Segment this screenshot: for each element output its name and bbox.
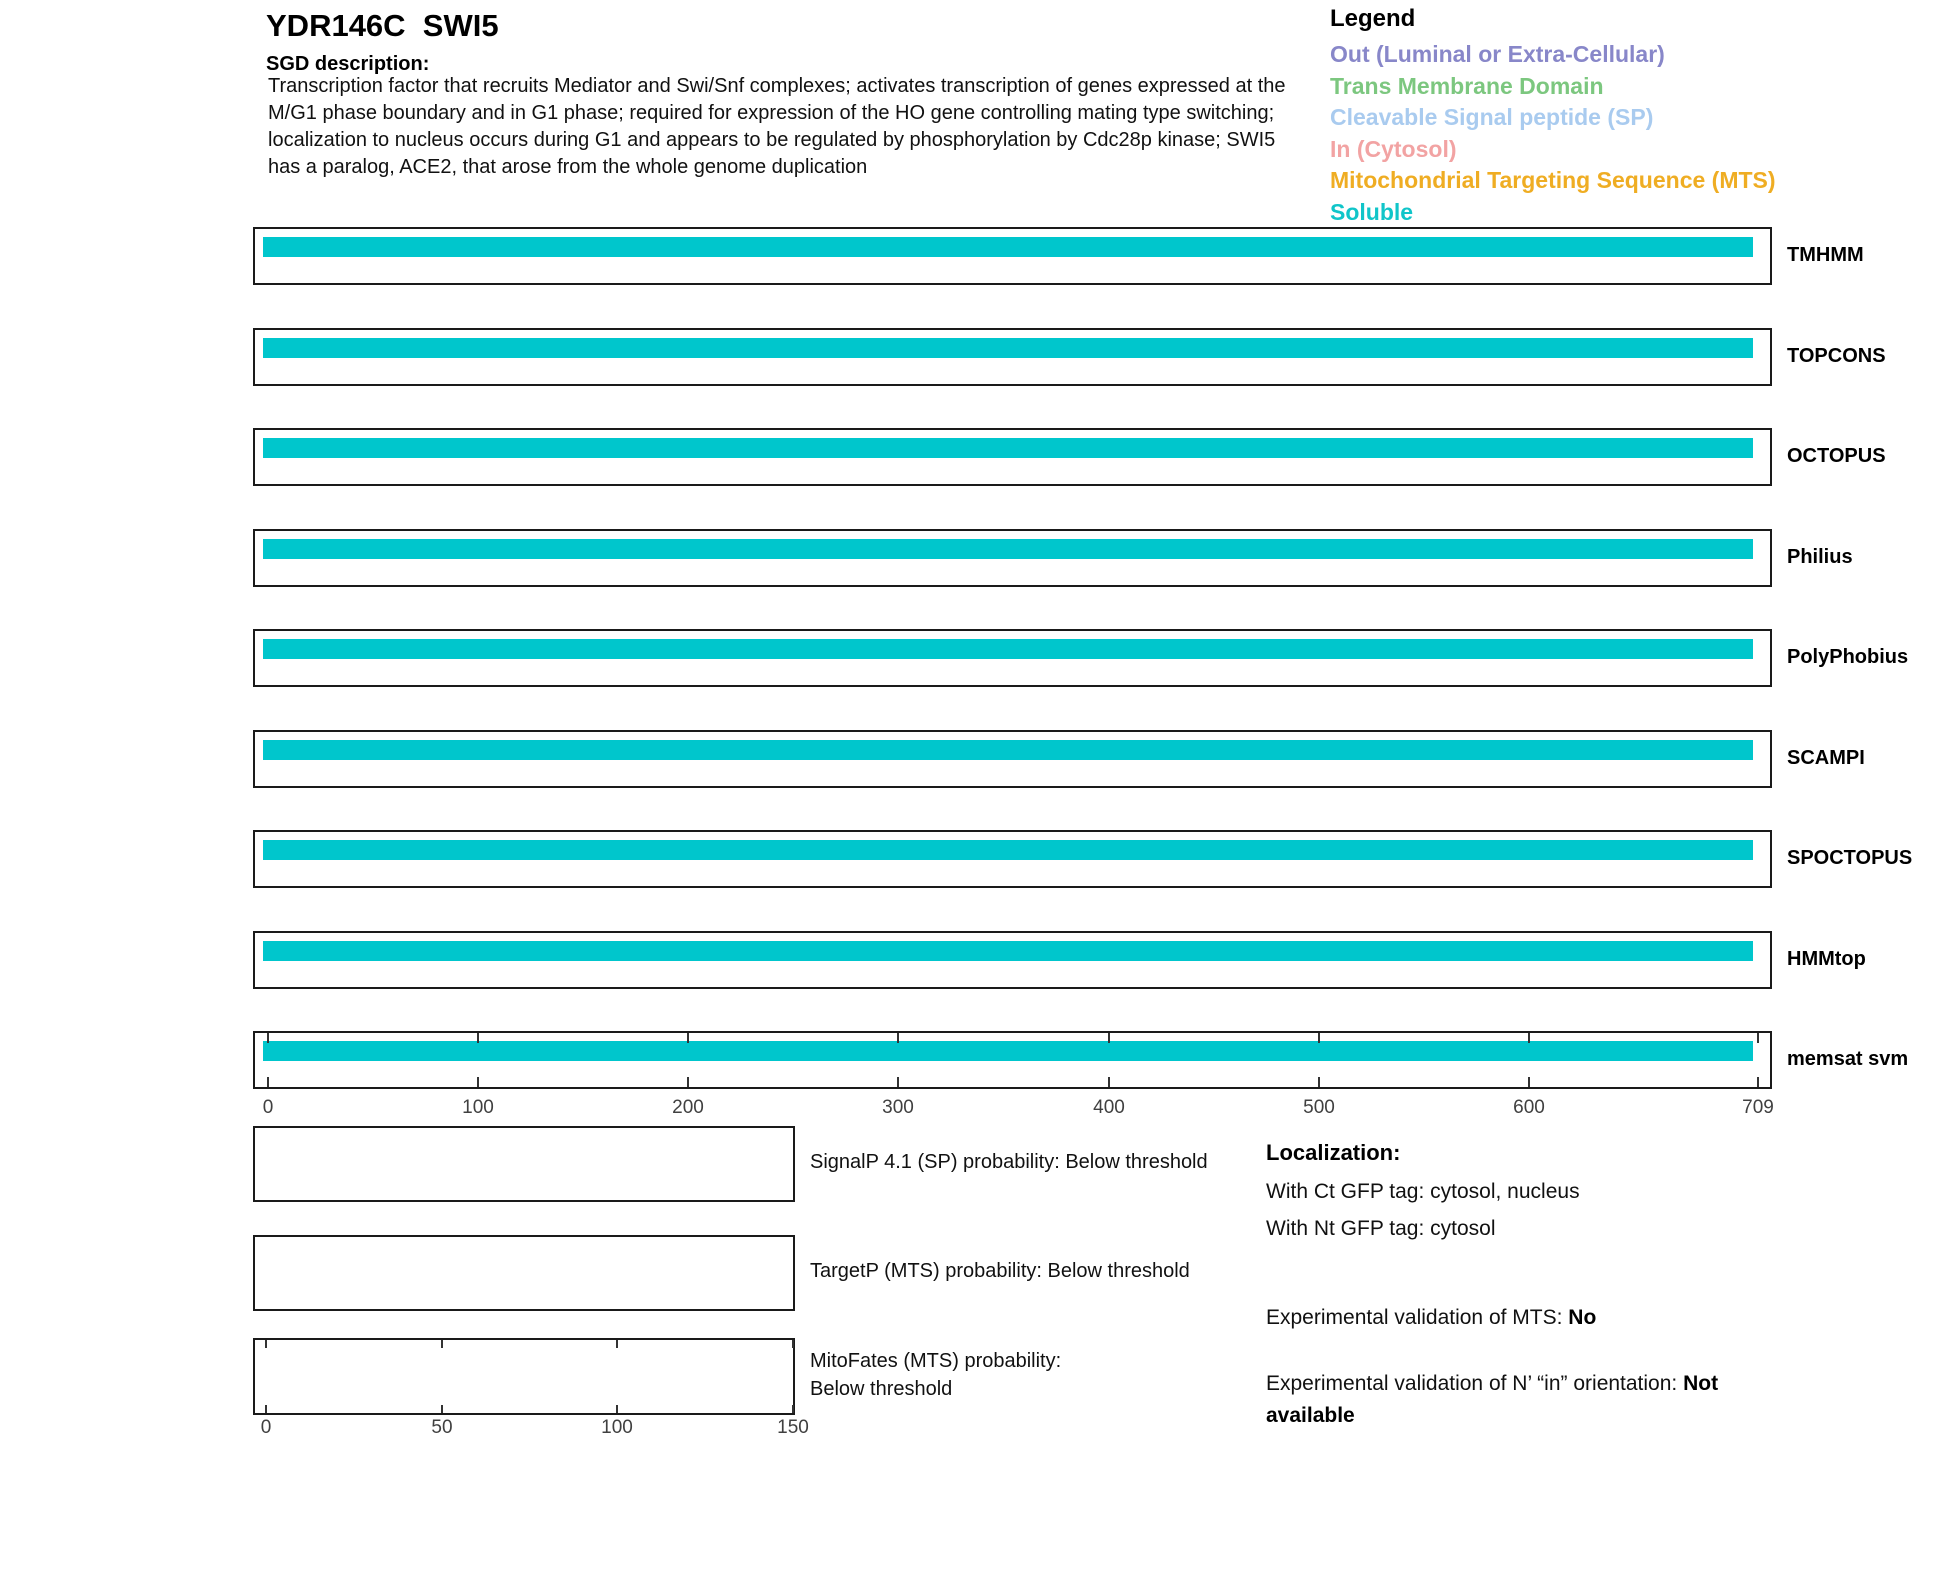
track-box-scampi (253, 730, 1772, 788)
axis-tick (267, 1077, 269, 1087)
legend-entry-4: In (Cytosol) (1330, 135, 1457, 162)
probability-plot-box-3 (253, 1338, 795, 1415)
axis-tick (897, 1077, 899, 1087)
axis-tick (265, 1405, 267, 1413)
axis-tick (1108, 1033, 1110, 1043)
axis-tick (265, 1340, 267, 1348)
legend-title: Legend (1330, 5, 1416, 32)
x-axis-tick-label: 400 (1093, 1097, 1125, 1118)
prediction-bar-soluble (263, 539, 1753, 559)
mts-validation-line (1266, 1302, 1766, 1334)
prediction-bar-soluble (263, 338, 1753, 358)
probability-plot-label-1: SignalP 4.1 (SP) probability: Below threshold (810, 1151, 1208, 1173)
track-box-polyphobius (253, 629, 1772, 687)
x-axis-tick-label: 709 (1742, 1097, 1774, 1118)
track-label-tmhmm: TMHMM (1787, 244, 1864, 266)
prediction-bar-soluble (263, 740, 1753, 760)
track-box-hmmtop (253, 931, 1772, 989)
track-box-philius (253, 529, 1772, 587)
axis-tick (1757, 1077, 1759, 1087)
probability-plot-box-2 (253, 1235, 795, 1311)
x-axis-tick-label: 0 (262, 1097, 274, 1118)
mts-validation-value: No (1568, 1306, 1597, 1329)
axis-tick (1528, 1077, 1530, 1087)
axis-tick (897, 1033, 899, 1043)
localization-results (1266, 1140, 1846, 1466)
track-label-polyphobius: PolyPhobius (1787, 646, 1909, 668)
legend-entries (1330, 39, 1930, 228)
prediction-bar-soluble (263, 840, 1753, 860)
x-axis-tick-label: 200 (672, 1097, 704, 1118)
small-axis-tick-label: 100 (601, 1417, 633, 1438)
axis-tick (477, 1077, 479, 1087)
legend (1330, 5, 1930, 228)
probability-plot-box-1 (253, 1126, 795, 1202)
probability-plot-label-3: MitoFates (MTS) probability: Below threshold (810, 1349, 1062, 1400)
axis-tick (267, 1033, 269, 1043)
track-box-topcons (253, 328, 1772, 386)
track-box-tmhmm (253, 227, 1772, 285)
axis-tick (1318, 1077, 1320, 1087)
prediction-bar-soluble (263, 639, 1753, 659)
orientation-validation-value: Not available (1266, 1372, 1719, 1427)
prediction-bar-soluble (263, 1041, 1753, 1061)
sgd-description-text: Transcription factor that recruits Mediator and Swi/Snf complexes; activates transcription of genes expressed at the M/G1 phase boundary and in G1 phase; required for expression of the HO gene controlling mating type switching; localization to nucleus occurs during G1 and appears to be regulated by phosphorylation by Cdc28p kinase; SWI5 has a paralog, ACE2, that arose from the whole genome duplication (268, 75, 1286, 178)
legend-entry-3: Cleavable Signal peptide (SP) (1330, 104, 1654, 130)
sgd-description-label: SGD description: (266, 53, 430, 75)
axis-tick (616, 1405, 618, 1413)
small-axis-tick-label: 150 (777, 1417, 809, 1438)
probability-plot-label-2: TargetP (MTS) probability: Below threshold (810, 1260, 1190, 1282)
axis-tick (1757, 1033, 1759, 1043)
x-axis-tick-label: 500 (1303, 1097, 1335, 1118)
axis-tick (441, 1405, 443, 1413)
track-label-hmmtop: HMMtop (1787, 948, 1866, 970)
track-label-octopus: OCTOPUS (1787, 445, 1886, 467)
prediction-bar-soluble (263, 941, 1753, 961)
legend-entry-1: Out (Luminal or Extra-Cellular) (1330, 41, 1665, 67)
x-axis-tick-label: 100 (462, 1097, 494, 1118)
prediction-bar-soluble (263, 237, 1753, 257)
axis-tick (1528, 1033, 1530, 1043)
legend-entry-5: Mitochondrial Targeting Sequence (MTS) (1330, 167, 1776, 193)
track-label-spoctopus: SPOCTOPUS (1787, 847, 1913, 869)
orientation-validation-label: Experimental validation of N’ “in” orientation: (1266, 1372, 1684, 1395)
axis-tick (1108, 1077, 1110, 1087)
legend-entry-2: Trans Membrane Domain (1330, 72, 1604, 99)
track-label-scampi: SCAMPI (1787, 747, 1865, 769)
localization-title: Localization: (1266, 1140, 1401, 1165)
prediction-bar-soluble (263, 438, 1753, 458)
axis-tick (477, 1033, 479, 1043)
track-box-memsat-svm (253, 1031, 1772, 1089)
track-box-octopus (253, 428, 1772, 486)
axis-tick (687, 1077, 689, 1087)
axis-tick (792, 1340, 794, 1348)
page-title: YDR146C SWI5 (266, 8, 499, 43)
small-axis-tick-label: 0 (260, 1417, 272, 1438)
x-axis-tick-label: 300 (882, 1097, 914, 1118)
axis-tick (441, 1340, 443, 1348)
track-box-spoctopus (253, 830, 1772, 888)
small-axis-tick-label: 50 (431, 1417, 453, 1438)
track-label-philius: Philius (1787, 546, 1853, 568)
orientation-validation-line (1266, 1368, 1766, 1432)
axis-tick (616, 1340, 618, 1348)
localization-ct-gfp: With Ct GFP tag: cytosol, nucleus (1266, 1180, 1580, 1203)
track-label-memsat-svm: memsat svm (1787, 1048, 1909, 1070)
mts-validation-label: Experimental validation of MTS: (1266, 1306, 1569, 1329)
axis-tick (792, 1405, 794, 1413)
legend-entry-6: Soluble (1330, 198, 1414, 225)
axis-tick (687, 1033, 689, 1043)
axis-tick (1318, 1033, 1320, 1043)
x-axis-tick-label: 600 (1513, 1097, 1545, 1118)
track-label-topcons: TOPCONS (1787, 345, 1886, 367)
localization-nt-gfp: With Nt GFP tag: cytosol (1266, 1217, 1496, 1240)
